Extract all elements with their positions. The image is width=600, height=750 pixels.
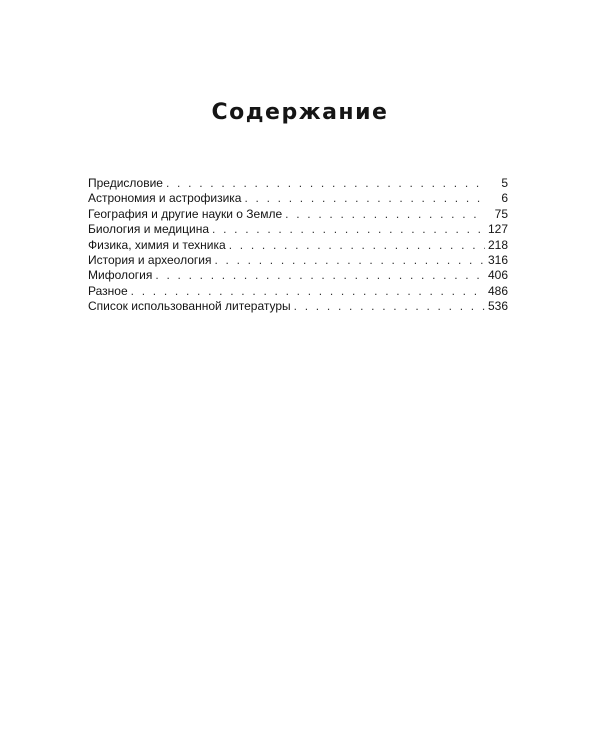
toc-entry-page: 5: [501, 176, 508, 190]
toc-entry-label: Список использованной литературы: [88, 299, 291, 314]
toc-entry-label: Биология и медицина: [88, 222, 209, 237]
toc-entry: [88, 238, 508, 253]
toc-entry-page: 406: [487, 268, 508, 283]
toc-leader-dots: [294, 299, 485, 314]
toc-leader-dots: [131, 284, 485, 299]
toc-leader-dots: [212, 222, 485, 237]
toc-entry-label: Разное: [88, 283, 128, 298]
toc-entry: [88, 299, 508, 314]
toc-entry-label: Мифология: [88, 268, 153, 283]
toc-leader-dots: [155, 268, 485, 283]
toc-entry-label: История и археология: [88, 252, 212, 267]
toc-entry-page: 536: [487, 299, 508, 314]
toc-entry-page: 486: [487, 283, 508, 298]
toc-entry-page: 75: [494, 206, 508, 221]
toc-entry: [88, 207, 508, 222]
toc-leader-dots: [166, 176, 485, 191]
toc-entry: [88, 284, 508, 299]
toc-entry-label: Физика, химия и техника: [88, 237, 226, 252]
toc-entry: [88, 222, 508, 237]
toc-entry: [88, 268, 508, 283]
toc-entry: [88, 253, 508, 268]
toc-entry-label: Астрономия и астрофизика: [88, 191, 242, 206]
toc-entry-label: Предисловие: [88, 176, 163, 190]
toc-leader-dots: [214, 253, 485, 268]
toc-entry-page: 6: [501, 191, 508, 206]
toc-entry-label: География и другие науки о Земле: [88, 206, 283, 221]
toc-entry-page: 127: [487, 222, 508, 237]
toc-entry-page: 218: [487, 237, 508, 252]
toc-leader-dots: [229, 238, 485, 253]
toc-entry: [88, 191, 508, 206]
table-of-contents: [88, 176, 508, 315]
toc-entry: [88, 176, 508, 191]
toc-leader-dots: [285, 207, 485, 222]
page-title: Содержание: [211, 100, 389, 125]
toc-entry-page: 316: [487, 252, 508, 267]
toc-leader-dots: [244, 191, 485, 206]
